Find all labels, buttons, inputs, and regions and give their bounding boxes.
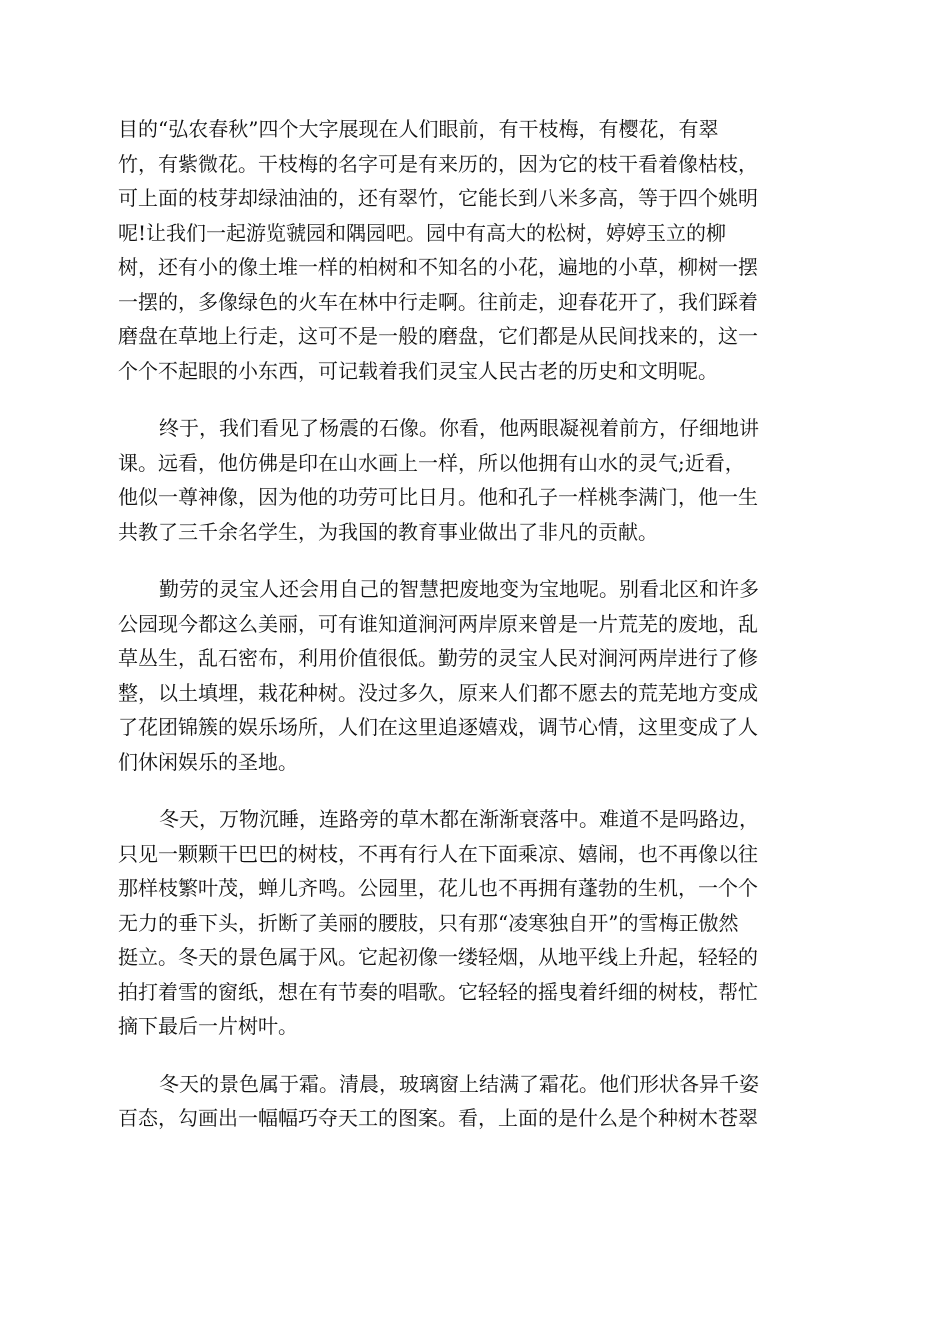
text-line: 整，以土填埋，栽花种树。没过多久，原来人们都不愿去的荒芜地方变成 (118, 680, 758, 705)
text-line: 无力的垂下头，折断了美丽的腰肢，只有那“凌寒独自开”的雪梅正傲然 (118, 910, 739, 935)
text-line: 挺立。冬天的景色属于风。它起初像一缕轻烟，从地平线上升起，轻轻的 (118, 945, 758, 969)
paragraph-winter-frost (118, 1067, 838, 1136)
text-line: 百态，勾画出一幅幅巧夺天工的图案。看，上面的是什么是个种树木苍翠 (118, 1106, 758, 1130)
paragraph-yang-zhen-statue (118, 411, 838, 549)
text-line: 拍打着雪的窗纸，想在有节奏的唱歌。它轻轻的摇曳着纤细的树枝，帮忙 (118, 979, 758, 1004)
text-line: 只见一颗颗干巴巴的树枝，不再有行人在下面乘凉、嬉闹，也不再像以往 (118, 841, 758, 866)
text-line: 树，还有小的像土堆一样的柏树和不知名的小花，遍地的小草，柳树一摆 (118, 255, 758, 279)
text-line: 摘下最后一片树叶。 (118, 1014, 298, 1038)
text-line: 公园现今都这么美丽，可有谁知道涧河两岸原来曾是一片荒芜的废地，乱 (118, 611, 758, 636)
text-line: 勤劳的灵宝人还会用自己的智慧把废地变为宝地呢。别看北区和许多 (159, 577, 759, 601)
text-line: 竹，有紫微花。干枝梅的名字可是有来历的，因为它的枝干看着像枯枝， (118, 151, 758, 176)
text-line: 个个不起眼的小东西，可记载着我们灵宝人民古老的历史和文明呢。 (118, 358, 718, 383)
text-line: 磨盘在草地上行走，这可不是一般的磨盘，它们都是从民间找来的，这一 (118, 324, 758, 348)
text-line: 草丛生，乱石密布，利用价值很低。勤劳的灵宝人民对涧河两岸进行了修 (118, 646, 758, 670)
text-line: 们休闲娱乐的圣地。 (118, 749, 298, 774)
text-line: 共教了三千余名学生，为我国的教育事业做出了非凡的贡献。 (118, 519, 658, 544)
text-line: 他似一尊神像，因为他的功劳可比日月。他和孔子一样桃李满门，他一生 (118, 485, 758, 509)
text-line: 目的“弘农春秋”四个大字展现在人们眼前，有干枝梅，有樱花，有翠 (118, 117, 719, 141)
text-line: 冬天的景色属于霜。清晨，玻璃窗上结满了霜花。他们形状各异千姿 (159, 1071, 759, 1096)
paragraph-winter-wind (118, 802, 838, 1044)
document-body (118, 112, 838, 1159)
text-line: 冬天，万物沉睡，连路旁的草木都在渐渐衰落中。难道不是吗路边， (159, 807, 759, 831)
text-line: 可上面的枝芽却绿油油的，还有翠竹，它能长到八米多高，等于四个姚明 (118, 186, 758, 210)
paragraph-wasteland-transformation (118, 572, 838, 779)
text-line: 终于，我们看见了杨震的石像。你看，他两眼凝视着前方，仔细地讲 (159, 416, 759, 440)
text-line: 呢!让我们一起游览虢园和隅园吧。园中有高大的松树，婷婷玉立的柳 (118, 220, 727, 245)
text-line: 课。远看，他仿佛是印在山水画上一样，所以他拥有山水的灵气;近看， (118, 450, 745, 475)
text-line: 一摆的，多像绿色的火车在林中行走啊。往前走，迎春花开了，我们踩着 (118, 289, 758, 314)
paragraph-garden-tour (118, 112, 838, 388)
text-line: 了花团锦簇的娱乐场所，人们在这里追逐嬉戏，调节心情，这里变成了人 (118, 715, 758, 739)
text-line: 那样枝繁叶茂，蝉儿齐鸣。公园里，花儿也不再拥有蓬勃的生机，一个个 (118, 876, 758, 900)
